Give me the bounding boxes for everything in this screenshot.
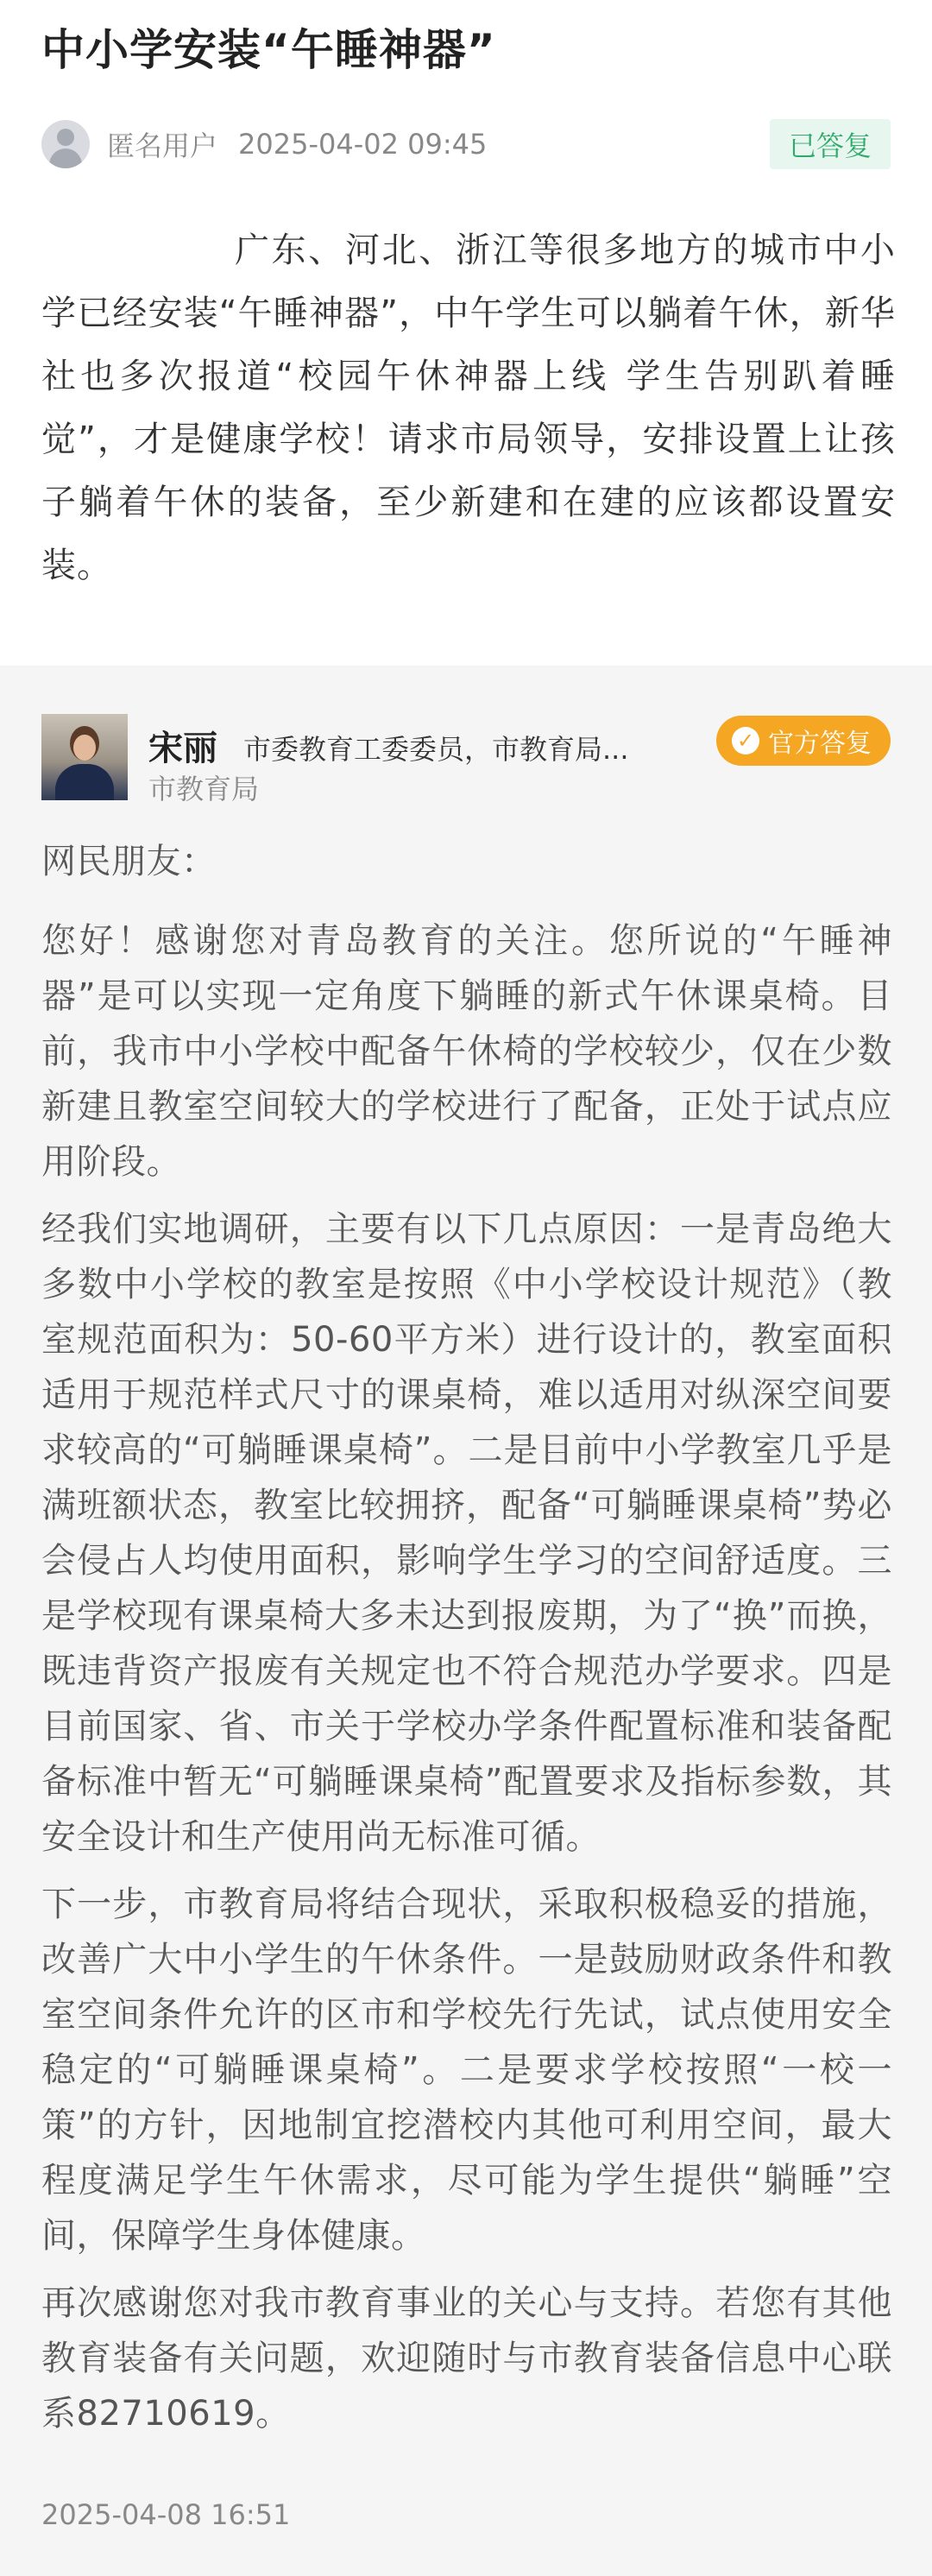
check-icon: ✓ bbox=[732, 727, 759, 754]
question-time: 2025-04-02 09:45 bbox=[238, 128, 488, 161]
answer-section bbox=[0, 666, 932, 2576]
answerer-title: 市委教育工委委员，市教育局... bbox=[243, 733, 629, 766]
reply-paragraph: 再次感谢您对我市教育事业的关心与支持。若您有其他教育装备有关问题，欢迎随时与市教育装备信息中心联系82710619。 bbox=[41, 2283, 892, 2434]
author-name: 匿名用户 bbox=[107, 129, 218, 162]
page-title: 中小学安装“午睡神器” bbox=[41, 25, 496, 75]
reply-paragraph: 下一步，市教育局将结合现状，采取积极稳妥的措施，改善广大中小学生的午休条件。一是鼓励财政条件和教室空间条件允许的区市和学校先行先试，试点使用安全稳定的“可躺睡课桌椅”。二是要求学校按照“一校一策”的方针，因地制宜挖潜校内其他可利用空间，最大程度满足学生午休需求，尽可能为学生提供“躺睡”空间，保障学生身体健康。 bbox=[41, 1885, 892, 2256]
reply-content bbox=[41, 834, 892, 2453]
answerer-department: 市教育局 bbox=[148, 773, 260, 805]
reply-paragraph: 经我们实地调研，主要有以下几点原因：一是青岛绝大多数中小学校的教室是按照《中小学校设计规范》（教室规范面积为：50-60平方米）进行设计的，教室面积适用于规范样式尺寸的课桌椅，难以适用对纵深空间要求较高的“可躺睡课桌椅”。二是目前中小学教室几乎是满班额状态，教室比较拥挤，配备“可躺睡课桌椅”势必会侵占人均使用面积，影响学生学习的空间舒适度。三是学校现有课桌椅大多未达到报废期，为了“换”而换，既违背资产报废有关规定也不符合规范办学要求。四是目前国家、省、市关于学校办学条件配置标准和装备配备标准中暂无“可躺睡课桌椅”配置要求及指标参数，其安全设计和生产使用尚无标准可循。 bbox=[41, 1209, 892, 1857]
reply-time: 2025-04-08 16:51 bbox=[41, 2498, 291, 2531]
question-section bbox=[0, 0, 932, 666]
reply-paragraph: 您好！感谢您对青岛教育的关注。您所说的“午睡神器”是可以实现一定角度下躺睡的新式午休课桌椅。目前，我市中小学校中配备午休椅的学校较少，仅在少数新建且教室空间较大的学校进行了配备，正处于试点应用阶段。 bbox=[41, 921, 892, 1182]
answerer-name: 宋丽 bbox=[148, 729, 217, 768]
status-badge: 已答复 bbox=[770, 119, 891, 169]
reply-greeting: 网民朋友： bbox=[41, 842, 217, 881]
answerer-avatar bbox=[41, 714, 128, 800]
user-avatar-icon bbox=[41, 120, 90, 168]
question-meta bbox=[41, 119, 891, 169]
question-body: 广东、河北、浙江等很多地方的城市中小学已经安装“午睡神器”，中午学生可以躺着午休，新华社也多次报道“校园午休神器上线 学生告别趴着睡觉”，才是健康学校！请求市局领导，安排设置上让孩子躺着午休的装备，至少新建和在建的应该都设置安装。 bbox=[41, 230, 896, 585]
answerer-header bbox=[41, 714, 891, 805]
official-reply-label: 官方答复 bbox=[768, 729, 872, 759]
official-reply-badge bbox=[716, 716, 891, 766]
